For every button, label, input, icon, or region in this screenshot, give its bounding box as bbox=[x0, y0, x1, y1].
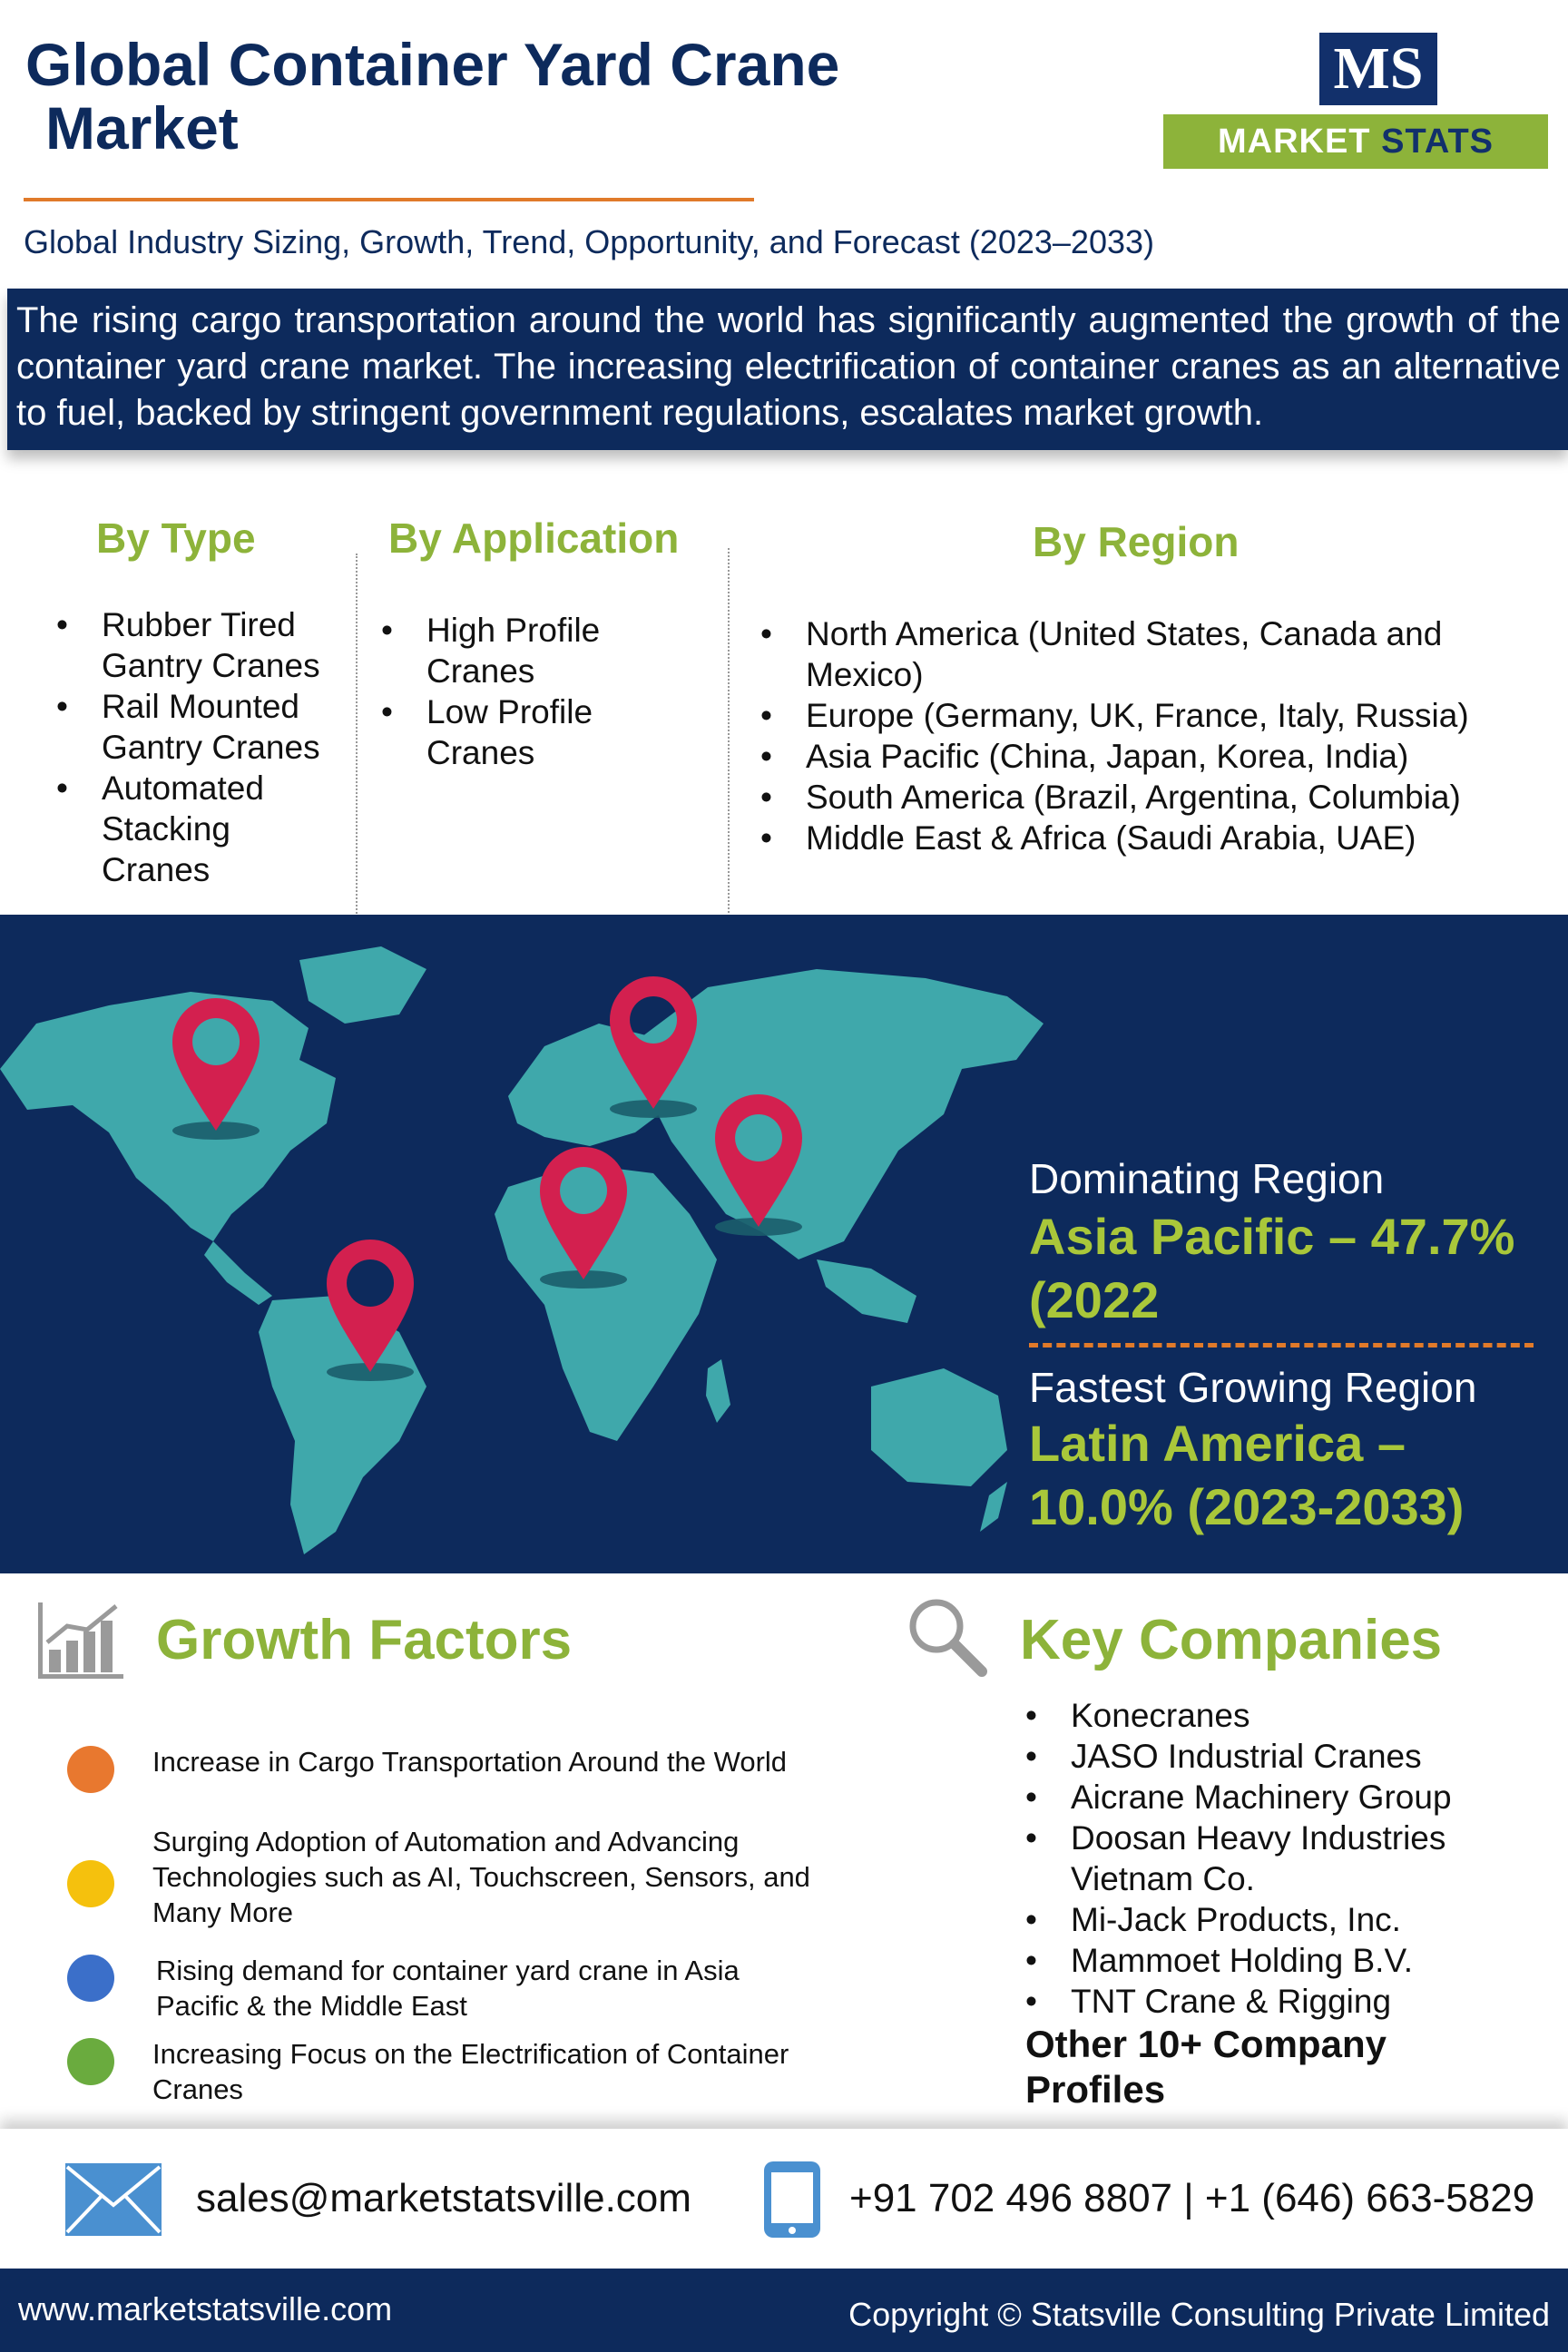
growth-factor-item: Surging Adoption of Automation and Advancing Technologies such as AI, Touchscreen, Sensors, and Many More bbox=[152, 1826, 810, 1928]
page-subtitle: Global Industry Sizing, Growth, Trend, Opportunity, and Forecast (2023–2033) bbox=[24, 223, 1154, 260]
dashed-divider bbox=[1029, 1343, 1534, 1348]
phone-icon[interactable] bbox=[760, 2160, 824, 2239]
list-item: • JASO Industrial Cranes bbox=[1025, 1736, 1534, 1777]
dominating-region-value: Asia Pacific – 47.7% (2022 bbox=[1029, 1208, 1515, 1328]
bar-chart-icon bbox=[36, 1602, 123, 1679]
list-item: • Rubber Tired Gantry Cranes bbox=[56, 604, 347, 686]
title-line-2: Market bbox=[45, 94, 239, 162]
growth-factor-item: Increase in Cargo Transportation Around the World bbox=[152, 1746, 788, 1778]
world-map bbox=[0, 915, 1053, 1573]
green-bullet-dot bbox=[67, 2038, 114, 2085]
page-title bbox=[25, 33, 1005, 160]
list-item: • Middle East & Africa (Saudi Arabia, UAE) bbox=[760, 818, 1504, 858]
footer-copyright: Copyright © Statsville Consulting Private Limited bbox=[848, 2296, 1550, 2333]
logo-monogram: MS bbox=[1319, 33, 1437, 105]
by-application-list bbox=[381, 610, 617, 773]
growth-factor-item: Rising demand for container yard crane in Asia Pacific & the Middle East bbox=[156, 1955, 740, 2022]
orange-bullet-dot bbox=[67, 1746, 114, 1793]
fastest-region-value: Latin America – 10.0% (2023-2033) bbox=[1029, 1415, 1465, 1535]
list-item: • Rail Mounted Gantry Cranes bbox=[56, 686, 347, 768]
list-item: • Aicrane Machinery Group bbox=[1025, 1777, 1534, 1818]
list-item: • Mi-Jack Products, Inc. bbox=[1025, 1899, 1534, 1940]
column-divider bbox=[356, 554, 358, 916]
yellow-bullet-dot bbox=[67, 1860, 114, 1907]
list-item: • Asia Pacific (China, Japan, Korea, India) bbox=[760, 736, 1504, 777]
continent-southeast-asia bbox=[817, 1259, 916, 1323]
growth-factors-heading: Growth Factors bbox=[156, 1609, 573, 1671]
footer bbox=[0, 2269, 1568, 2352]
list-item: • Low Profile Cranes bbox=[381, 691, 617, 773]
intro-banner: The rising cargo transportation around the world has significantly augmented the growth of the container yard crane market. The increasing electrification of container cranes as an alternative to fuel, backed by stringent government regulations, escalates market growth. bbox=[7, 289, 1568, 450]
growth-factor-item: Increasing Focus on the Electrification of Container Cranes bbox=[152, 2038, 789, 2105]
contact-email[interactable]: sales@marketstatsville.com bbox=[196, 2176, 691, 2220]
by-type-heading: By Type bbox=[96, 514, 256, 562]
brand-logo[interactable] bbox=[1163, 33, 1548, 215]
by-region-heading: By Region bbox=[1033, 518, 1240, 565]
footer-website-link[interactable]: www.marketstatsville.com bbox=[18, 2290, 393, 2328]
continent-south-america bbox=[259, 1296, 426, 1554]
fastest-region-label: Fastest Growing Region bbox=[1029, 1364, 1477, 1411]
key-companies-heading: Key Companies bbox=[1020, 1609, 1443, 1671]
blue-bullet-dot bbox=[67, 1955, 114, 2002]
list-item: • Automated Stacking Cranes bbox=[56, 768, 256, 890]
continent-central-america bbox=[204, 1241, 272, 1305]
continent-north-america bbox=[0, 992, 336, 1241]
title-underline bbox=[24, 198, 754, 201]
envelope-icon[interactable] bbox=[65, 2163, 162, 2236]
by-type-list bbox=[56, 604, 347, 890]
list-item: • Mammoet Holding B.V. bbox=[1025, 1940, 1534, 1981]
list-item: • South America (Brazil, Argentina, Columbia) bbox=[760, 777, 1504, 818]
continent-greenland bbox=[299, 946, 426, 1024]
title-line-1: Global Container Yard Crane bbox=[25, 31, 840, 98]
magnifier-icon bbox=[906, 1595, 987, 1677]
list-item: • Konecranes bbox=[1025, 1695, 1534, 1736]
dominating-region-label: Dominating Region bbox=[1029, 1155, 1385, 1202]
key-companies-list bbox=[1025, 1695, 1534, 2022]
continent-asia bbox=[635, 969, 1044, 1259]
column-divider bbox=[728, 548, 730, 916]
other-companies-note: Other 10+ Company Profiles bbox=[1025, 2023, 1387, 2111]
list-item: • Europe (Germany, UK, France, Italy, Russia) bbox=[760, 695, 1504, 736]
logo-wordmark: MARKET STATS VILLE bbox=[1163, 114, 1548, 169]
by-region-list bbox=[760, 613, 1504, 858]
continent-madagascar bbox=[706, 1359, 730, 1423]
continent-australia bbox=[871, 1368, 1007, 1486]
list-item: • North America (United States, Canada and Mexico) bbox=[760, 613, 1504, 695]
continent-new-zealand bbox=[980, 1482, 1007, 1532]
by-application-heading: By Application bbox=[388, 514, 680, 562]
list-item: • TNT Crane & Rigging bbox=[1025, 1981, 1534, 2022]
contact-phone[interactable]: +91 702 496 8807 | +1 (646) 663-5829 bbox=[849, 2176, 1535, 2220]
list-item: • Doosan Heavy Industries Vietnam Co. bbox=[1025, 1818, 1506, 1899]
list-item: • High Profile Cranes bbox=[381, 610, 617, 691]
